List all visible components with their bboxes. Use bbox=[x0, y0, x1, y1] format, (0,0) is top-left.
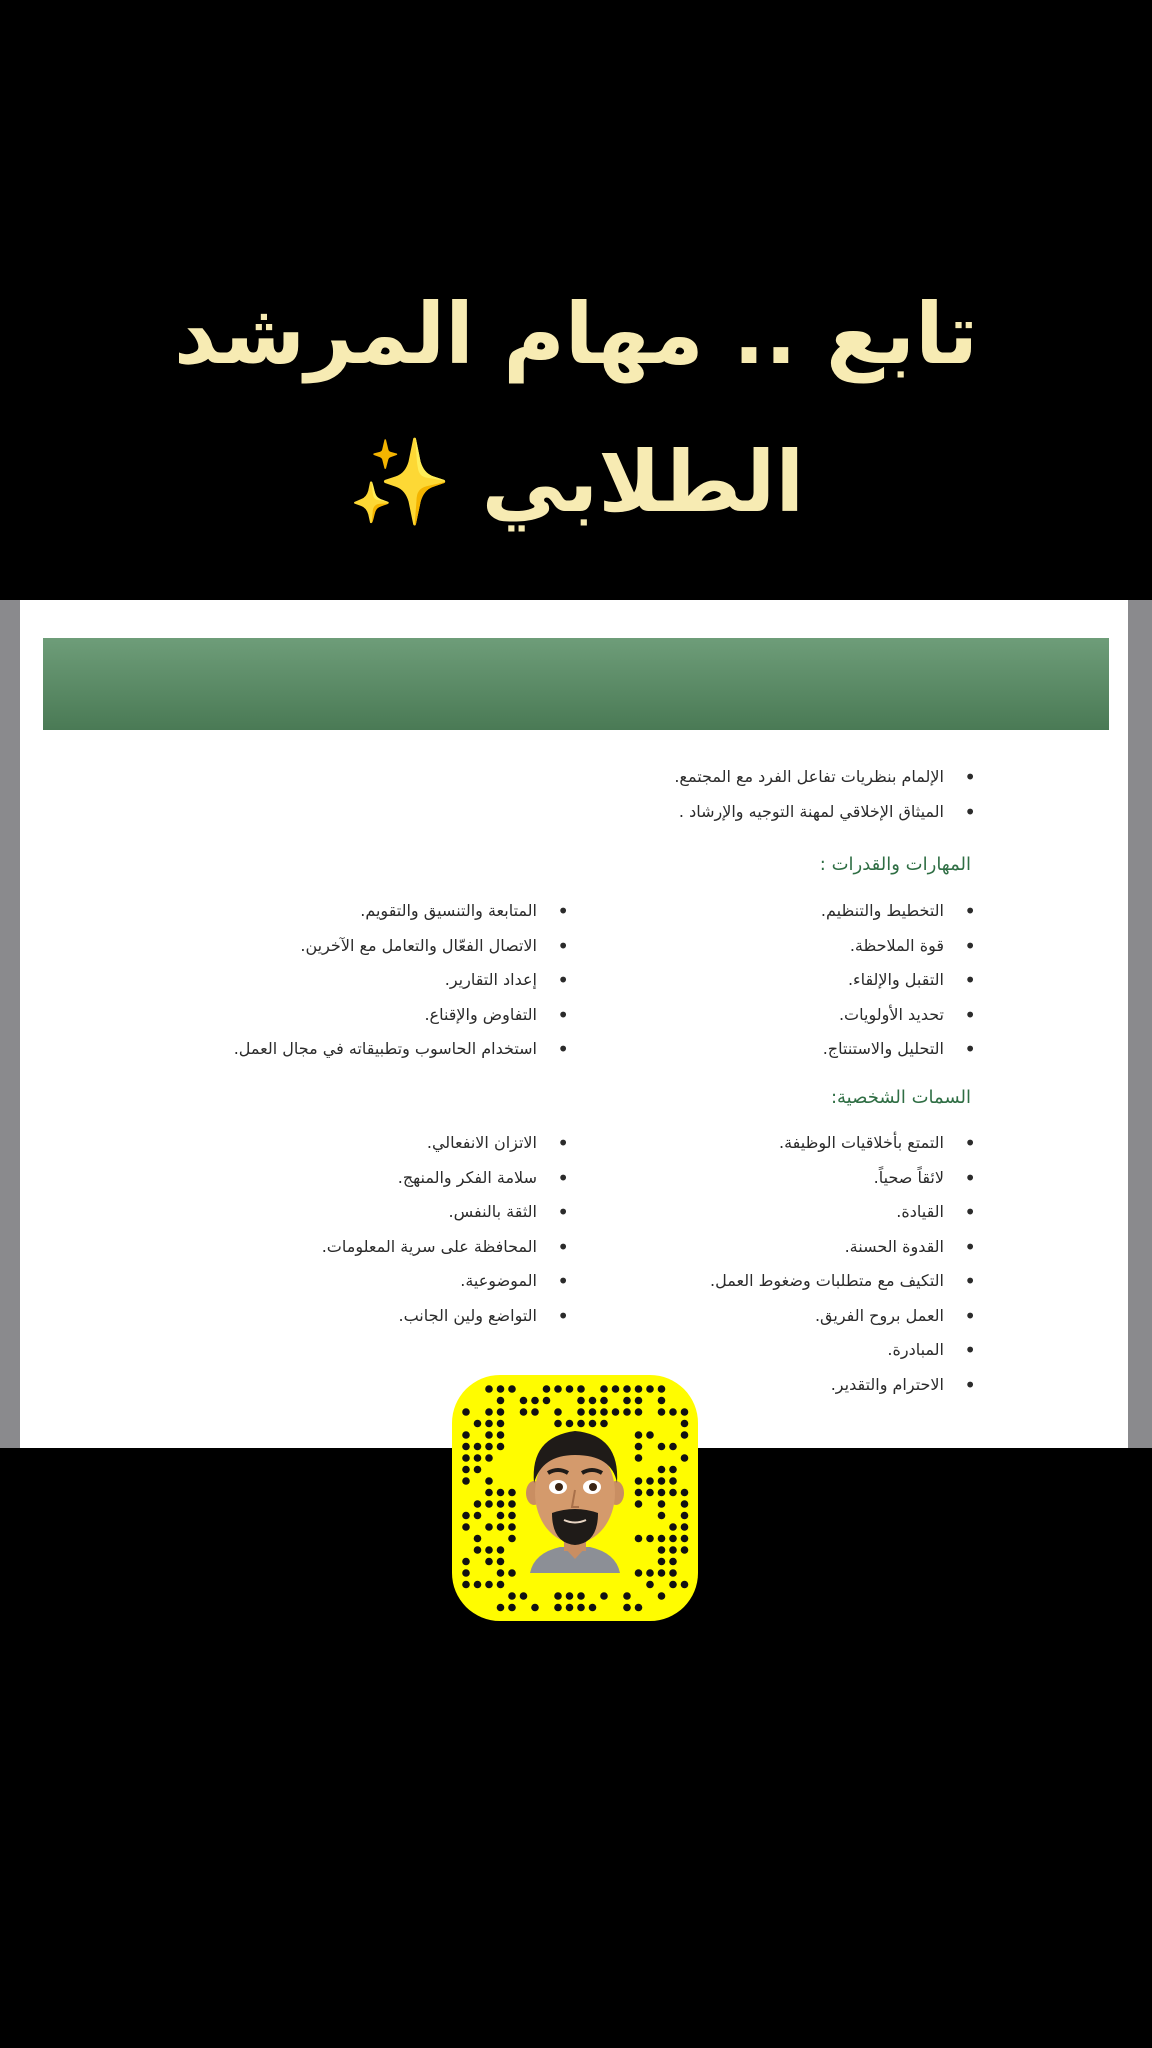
list-item: • التواضع ولين الجانب. bbox=[322, 1299, 573, 1334]
list-item: • التمتع بأخلاقيات الوظيفة. bbox=[710, 1126, 980, 1161]
document-screenshot bbox=[0, 600, 1152, 1448]
list-item: • الاتزان الانفعالي. bbox=[322, 1126, 573, 1161]
list-item: • القيادة. bbox=[710, 1195, 980, 1230]
document-page bbox=[20, 600, 1128, 1448]
traits-list-right bbox=[710, 1126, 980, 1402]
list-item: • التخطيط والتنظيم. bbox=[821, 894, 980, 929]
list-item: • تحديد الأولويات. bbox=[821, 998, 980, 1033]
list-item: • التفاوض والإقناع. bbox=[234, 998, 573, 1033]
list-item: • الإلمام بنظريات تفاعل الفرد مع المجتمع. bbox=[674, 760, 980, 795]
list-item: • الاحترام والتقدير. bbox=[710, 1368, 980, 1403]
skills-list-left bbox=[234, 894, 573, 1067]
list-item: • استخدام الحاسوب وتطبيقاته في مجال العمل. bbox=[234, 1032, 573, 1067]
list-item: • سلامة الفكر والمنهج. bbox=[322, 1161, 573, 1196]
list-item: • المتابعة والتنسيق والتقويم. bbox=[234, 894, 573, 929]
traits-list-left bbox=[322, 1126, 573, 1333]
green-header-banner bbox=[43, 638, 1109, 730]
list-item: • التحليل والاستنتاج. bbox=[821, 1032, 980, 1067]
list-item: • الميثاق الإخلاقي لمهنة التوجيه والإرشاد . bbox=[674, 795, 980, 830]
knowledge-list bbox=[674, 760, 980, 829]
list-item: • المحافظة على سرية المعلومات. bbox=[322, 1230, 573, 1265]
list-item: • التقبل والإلقاء. bbox=[821, 963, 980, 998]
list-item: • القدوة الحسنة. bbox=[710, 1230, 980, 1265]
traits-heading: السمات الشخصية: bbox=[830, 1087, 971, 1108]
snapcode-sticker[interactable] bbox=[452, 1375, 698, 1621]
list-item: • قوة الملاحظة. bbox=[821, 929, 980, 964]
skills-heading: المهارات والقدرات : bbox=[819, 854, 971, 875]
story-caption-line-2: الطلابي ✨ bbox=[347, 433, 805, 531]
list-item: • الموضوعية. bbox=[322, 1264, 573, 1299]
list-item: • لائقاً صحياً. bbox=[710, 1161, 980, 1196]
story-caption-line-1: تابع .. مهام المرشد bbox=[173, 285, 979, 383]
list-item: • إعداد التقارير. bbox=[234, 963, 573, 998]
list-item: • الاتصال الفعّال والتعامل مع الآخرين. bbox=[234, 929, 573, 964]
skills-list-right bbox=[821, 894, 980, 1067]
list-item: • الثقة بالنفس. bbox=[322, 1195, 573, 1230]
list-item: • التكيف مع متطلبات وضغوط العمل. bbox=[710, 1264, 980, 1299]
list-item: • العمل بروح الفريق. bbox=[710, 1299, 980, 1334]
list-item: • المبادرة. bbox=[710, 1333, 980, 1368]
